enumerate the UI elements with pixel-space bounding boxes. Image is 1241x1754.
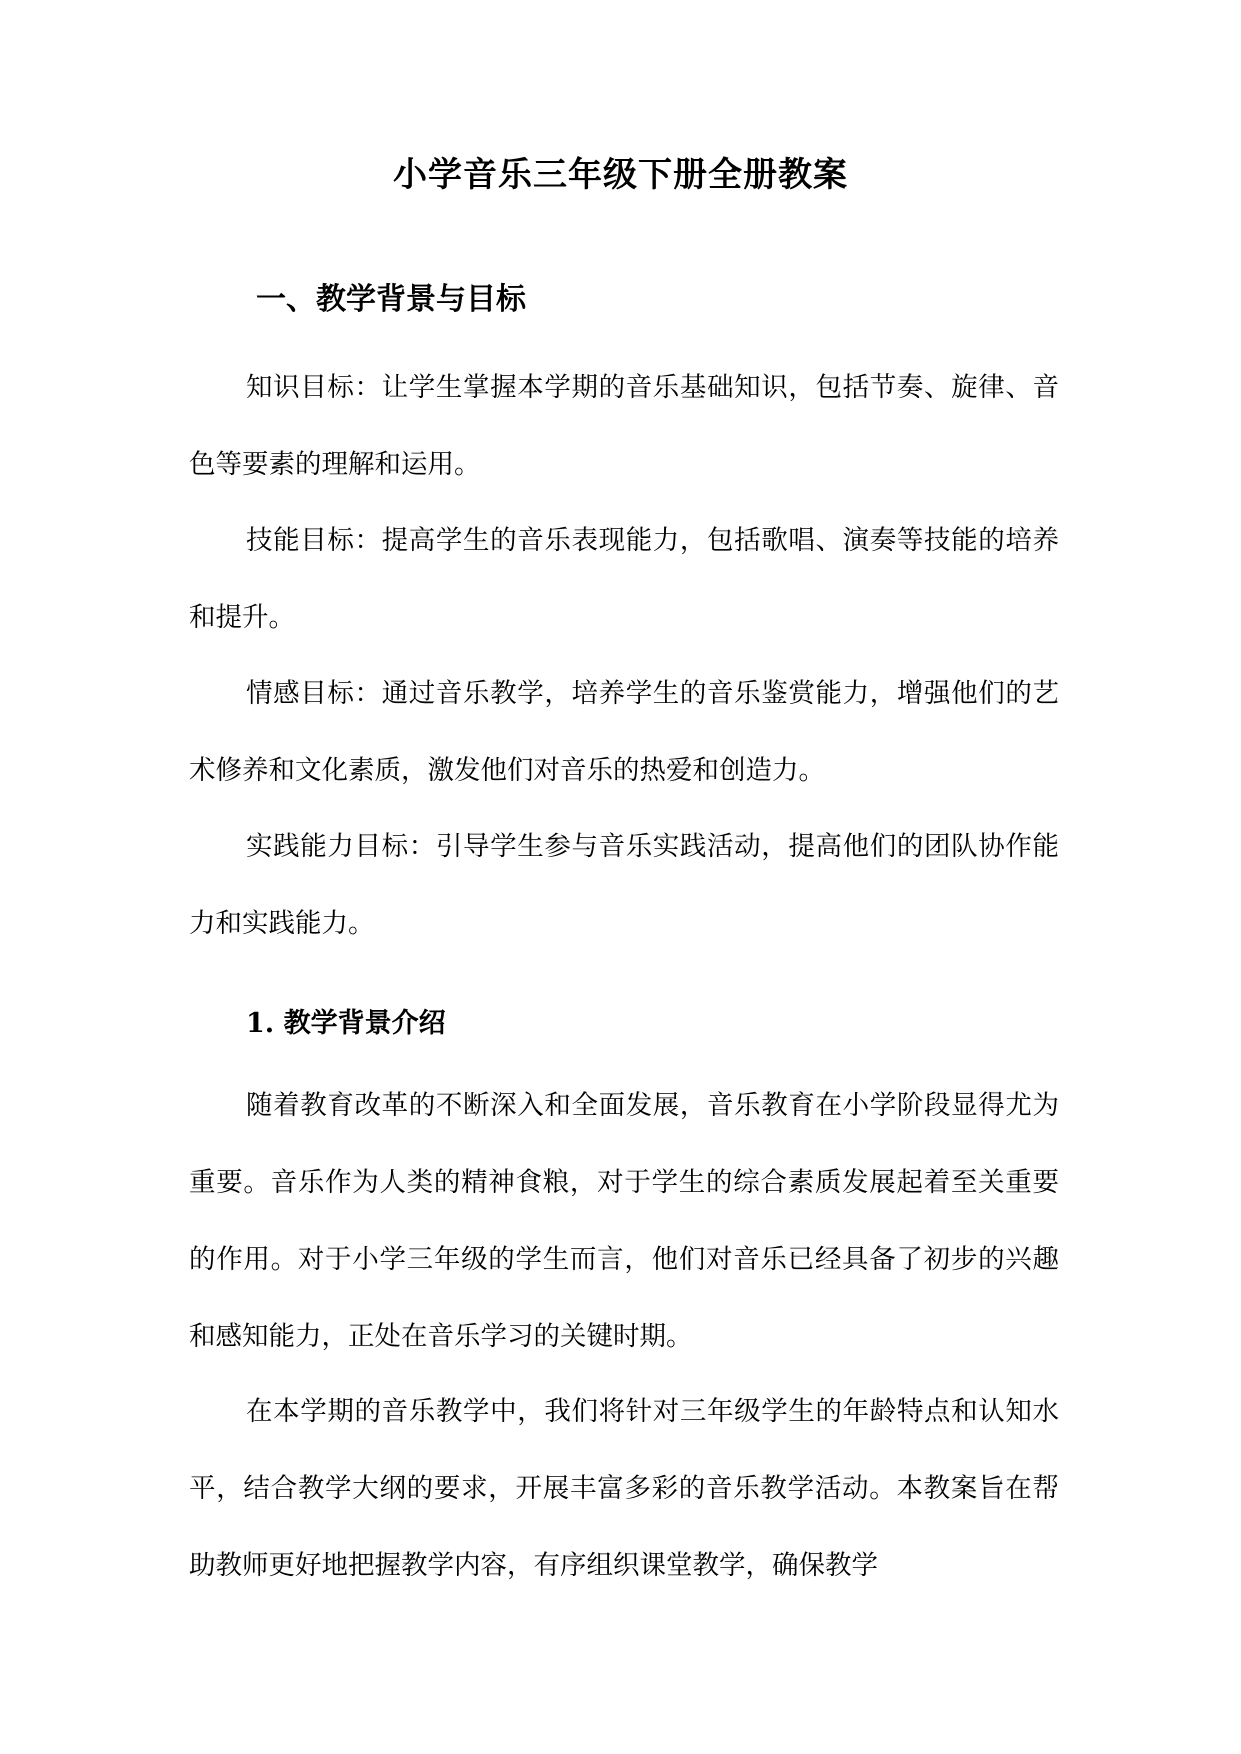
paragraph-emotion-goal: 情感目标：通过音乐教学，培养学生的音乐鉴赏能力，增强他们的艺术修养和文化素质，激发他们对音乐的热爱和创造力。 xyxy=(189,678,1059,786)
subsection-heading-background-intro: 1. 教学背景介绍 xyxy=(246,1008,446,1039)
paragraph-background-intro: 随着教育改革的不断深入和全面发展，音乐教育在小学阶段显得尤为重要。音乐作为人类的精神食粮，对于学生的综合素质发展起着至关重要的作用。对于小学三年级的学生而言，他们对音乐已经具备了初步的兴趣和感知能力，正处在音乐学习的关键时期。 xyxy=(189,1090,1059,1352)
document-title: 小学音乐三年级下册全册教案 xyxy=(393,155,848,195)
paragraph-practice-goal: 实践能力目标：引导学生参与音乐实践活动，提高他们的团队协作能力和实践能力。 xyxy=(189,831,1059,939)
section-heading-background-goals: 一、教学背景与目标 xyxy=(256,282,526,317)
paragraph-skill-goal: 技能目标：提高学生的音乐表现能力，包括歌唱、演奏等技能的培养和提升。 xyxy=(189,525,1059,633)
paragraph-semester-plan: 在本学期的音乐教学中，我们将针对三年级学生的年龄特点和认知水平，结合教学大纲的要求，开展丰富多彩的音乐教学活动。本教案旨在帮助教师更好地把握教学内容，有序组织课堂教学，确保教学 xyxy=(189,1396,1059,1581)
paragraph-knowledge-goal: 知识目标：让学生掌握本学期的音乐基础知识，包括节奏、旋律、音色等要素的理解和运用。 xyxy=(189,372,1059,480)
